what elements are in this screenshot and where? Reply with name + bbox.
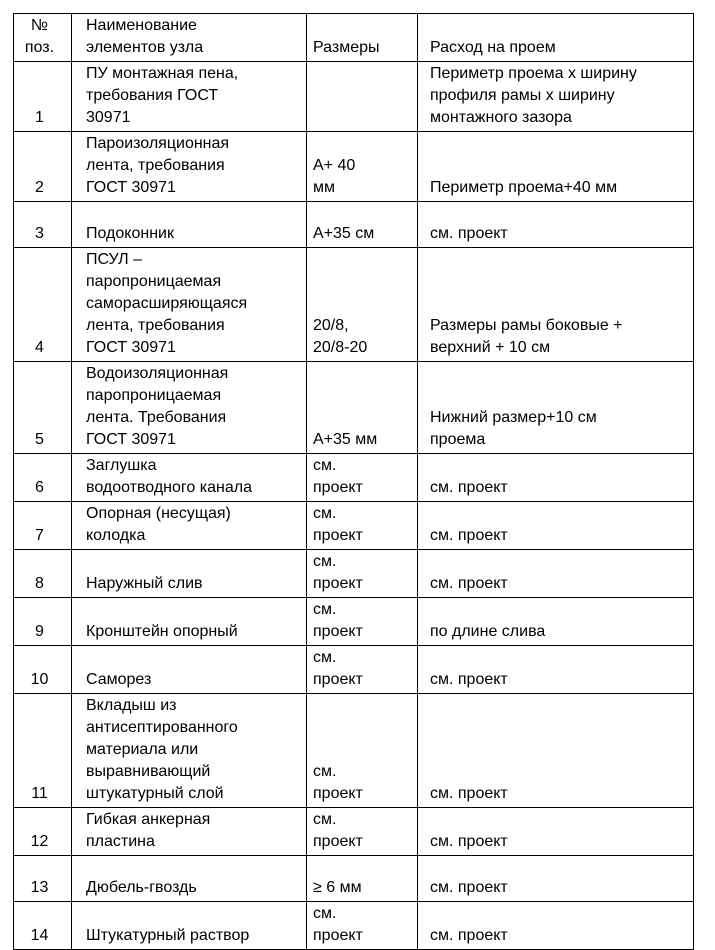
- cell-dimensions: ≥ 6 мм: [307, 856, 418, 902]
- cell-position-number: 9: [14, 598, 72, 646]
- cell-dimensions: 20/8, 20/8-20: [307, 248, 418, 362]
- cell-usage-per-opening: см. проект: [418, 550, 694, 598]
- cell-position-number: 4: [14, 248, 72, 362]
- cell-position-number: 13: [14, 856, 72, 902]
- cell-element-name: Дюбель-гвоздь: [72, 856, 307, 902]
- cell-usage-per-opening: см. проект: [418, 502, 694, 550]
- cell-position-number: 11: [14, 694, 72, 808]
- cell-dimensions: см. проект: [307, 902, 418, 950]
- cell-dimensions: [307, 62, 418, 132]
- cell-element-name: Подоконник: [72, 202, 307, 248]
- table-row: [14, 502, 694, 550]
- cell-usage-per-opening: по длине слива: [418, 598, 694, 646]
- cell-element-name: Вкладыш из антисептированного материала или выравнивающий штукатурный слой: [72, 694, 307, 808]
- table-row: [14, 694, 694, 808]
- cell-element-name: Водоизоляционная паропроницаемая лента. Требования ГОСТ 30971: [72, 362, 307, 454]
- cell-dimensions: А+35 см: [307, 202, 418, 248]
- cell-dimensions: см. проект: [307, 550, 418, 598]
- cell-element-name: Опорная (несущая) колодка: [72, 502, 307, 550]
- cell-usage-per-opening: см. проект: [418, 454, 694, 502]
- cell-usage-per-opening: Периметр проема х ширину профиля рамы х ширину монтажного зазора: [418, 62, 694, 132]
- cell-dimensions: см. проект: [307, 502, 418, 550]
- cell-position-number: 2: [14, 132, 72, 202]
- header-position-number: № поз.: [14, 14, 72, 62]
- cell-usage-per-opening: см. проект: [418, 694, 694, 808]
- cell-position-number: 10: [14, 646, 72, 694]
- cell-dimensions: см. проект: [307, 454, 418, 502]
- table-row: [14, 808, 694, 856]
- cell-position-number: 6: [14, 454, 72, 502]
- cell-dimensions: см. проект: [307, 694, 418, 808]
- cell-position-number: 3: [14, 202, 72, 248]
- table-row: [14, 62, 694, 132]
- cell-usage-per-opening: Нижний размер+10 см проема: [418, 362, 694, 454]
- table-header-row: [14, 14, 694, 62]
- table-row: [14, 856, 694, 902]
- cell-element-name: ПУ монтажная пена, требования ГОСТ 30971: [72, 62, 307, 132]
- cell-position-number: 7: [14, 502, 72, 550]
- table-row: [14, 598, 694, 646]
- table-row: [14, 550, 694, 598]
- table-row: [14, 454, 694, 502]
- cell-element-name: Заглушка водоотводного канала: [72, 454, 307, 502]
- cell-element-name: ПСУЛ – паропроницаемая саморасширяющаяся лента, требования ГОСТ 30971: [72, 248, 307, 362]
- cell-usage-per-opening: см. проект: [418, 808, 694, 856]
- materials-table: [13, 13, 694, 950]
- cell-usage-per-opening: Периметр проема+40 мм: [418, 132, 694, 202]
- cell-position-number: 5: [14, 362, 72, 454]
- cell-usage-per-opening: см. проект: [418, 202, 694, 248]
- cell-position-number: 14: [14, 902, 72, 950]
- cell-element-name: Наружный слив: [72, 550, 307, 598]
- cell-dimensions: А+35 мм: [307, 362, 418, 454]
- table-row: [14, 248, 694, 362]
- cell-element-name: Гибкая анкерная пластина: [72, 808, 307, 856]
- table-row: [14, 902, 694, 950]
- cell-usage-per-opening: см. проект: [418, 902, 694, 950]
- cell-element-name: Кронштейн опорный: [72, 598, 307, 646]
- table-row: [14, 362, 694, 454]
- table-row: [14, 132, 694, 202]
- table-row: [14, 646, 694, 694]
- cell-usage-per-opening: см. проект: [418, 646, 694, 694]
- cell-dimensions: см. проект: [307, 598, 418, 646]
- table-body: [14, 62, 694, 950]
- cell-element-name: Штукатурный раствор: [72, 902, 307, 950]
- cell-usage-per-opening: см. проект: [418, 856, 694, 902]
- document-page: [13, 13, 694, 950]
- header-element-name: Наименование элементов узла: [72, 14, 307, 62]
- cell-dimensions: см. проект: [307, 646, 418, 694]
- header-dimensions: Размеры: [307, 14, 418, 62]
- cell-usage-per-opening: Размеры рамы боковые + верхний + 10 см: [418, 248, 694, 362]
- cell-position-number: 8: [14, 550, 72, 598]
- cell-element-name: Саморез: [72, 646, 307, 694]
- table-row: [14, 202, 694, 248]
- cell-dimensions: А+ 40 мм: [307, 132, 418, 202]
- cell-dimensions: см. проект: [307, 808, 418, 856]
- cell-position-number: 1: [14, 62, 72, 132]
- header-usage-per-opening: Расход на проем: [418, 14, 694, 62]
- cell-position-number: 12: [14, 808, 72, 856]
- cell-element-name: Пароизоляционная лента, требования ГОСТ 30971: [72, 132, 307, 202]
